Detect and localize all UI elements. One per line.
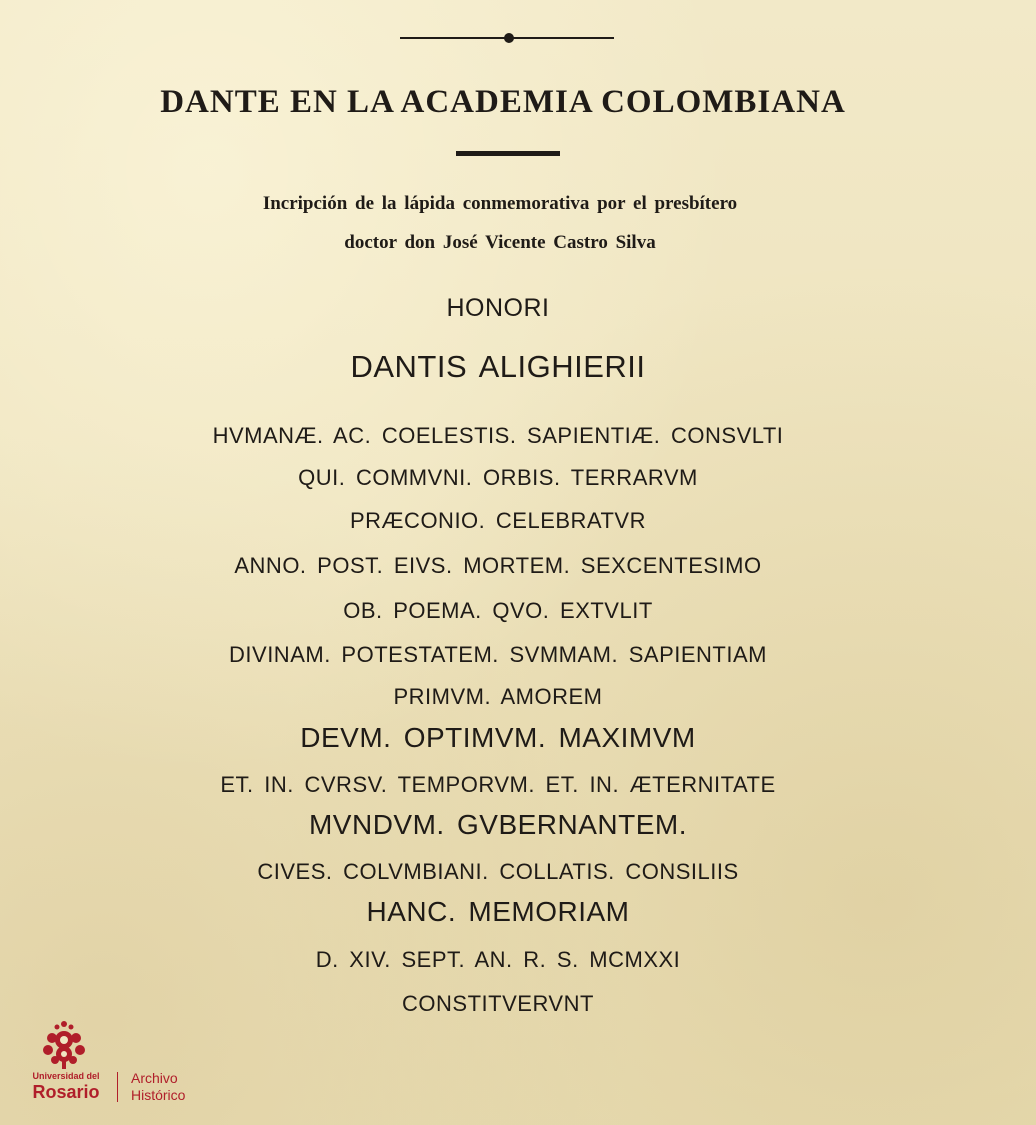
inscription-line-12: MVNDVM. GVBERNANTEM.	[308, 809, 688, 840]
inscription-line-6: ANNO. POST. EIVS. MORTEM. SEXCENTESIMO	[234, 553, 762, 578]
watermark-archive-line-2: Histórico	[131, 1087, 186, 1103]
inscription-line-13: CIVES. COLVMBIANI. COLLATIS. CONSILIIS	[257, 859, 739, 884]
inscription-line-9: PRIMVM. AMOREM	[393, 684, 603, 709]
title-underline-rule	[456, 151, 560, 156]
ornament-divider-top	[400, 28, 614, 48]
inscription-line-1: HONORI	[446, 294, 550, 322]
watermark-archive-line-1: Archivo	[131, 1070, 178, 1086]
inscription-line-15: D. XIV. SEPT. AN. R. S. MCMXXI	[315, 947, 681, 972]
subtitle-line-2: doctor don José Vicente Castro Silva	[344, 232, 656, 253]
university-rosario-emblem-icon	[40, 1020, 88, 1070]
subtitle-line-1: Incripción de la lápida conmemorativa por el presbítero	[262, 193, 738, 214]
watermark-university-label: Universidad del	[32, 1071, 100, 1081]
inscription-line-10: DEVM. OPTIMVM. MAXIMVM	[300, 722, 696, 753]
inscription-line-16: CONSTITVERVNT	[402, 991, 594, 1016]
inscription-line-7: OB. POEMA. QVO. EXTVLIT	[343, 598, 653, 623]
inscription-line-11: ET. IN. CVRSV. TEMPORVM. ET. IN. ÆTERNITATE	[220, 772, 776, 797]
watermark-rosario-label: Rosario	[32, 1082, 100, 1102]
inscription-line-8: DIVINAM. POTESTATEM. SVMMAM. SAPIENTIAM	[229, 642, 767, 667]
inscription-line-3: HVMANÆ. AC. COELESTIS. SAPIENTIÆ. CONSVLTI	[212, 423, 784, 448]
watermark-archive-label	[131, 1070, 185, 1104]
document-title: DANTE EN LA ACADEMIA COLOMBIANA	[160, 84, 846, 120]
inscription-line-2: DANTIS ALIGHIERII	[350, 349, 646, 384]
inscription-line-14: HANC. MEMORIAM	[366, 896, 630, 927]
inscription-line-5: PRÆCONIO. CELEBRATVR	[350, 508, 646, 533]
watermark-separator	[117, 1072, 118, 1102]
inscription-line-4: QUI. COMMVNI. ORBIS. TERRARVM	[298, 465, 698, 490]
